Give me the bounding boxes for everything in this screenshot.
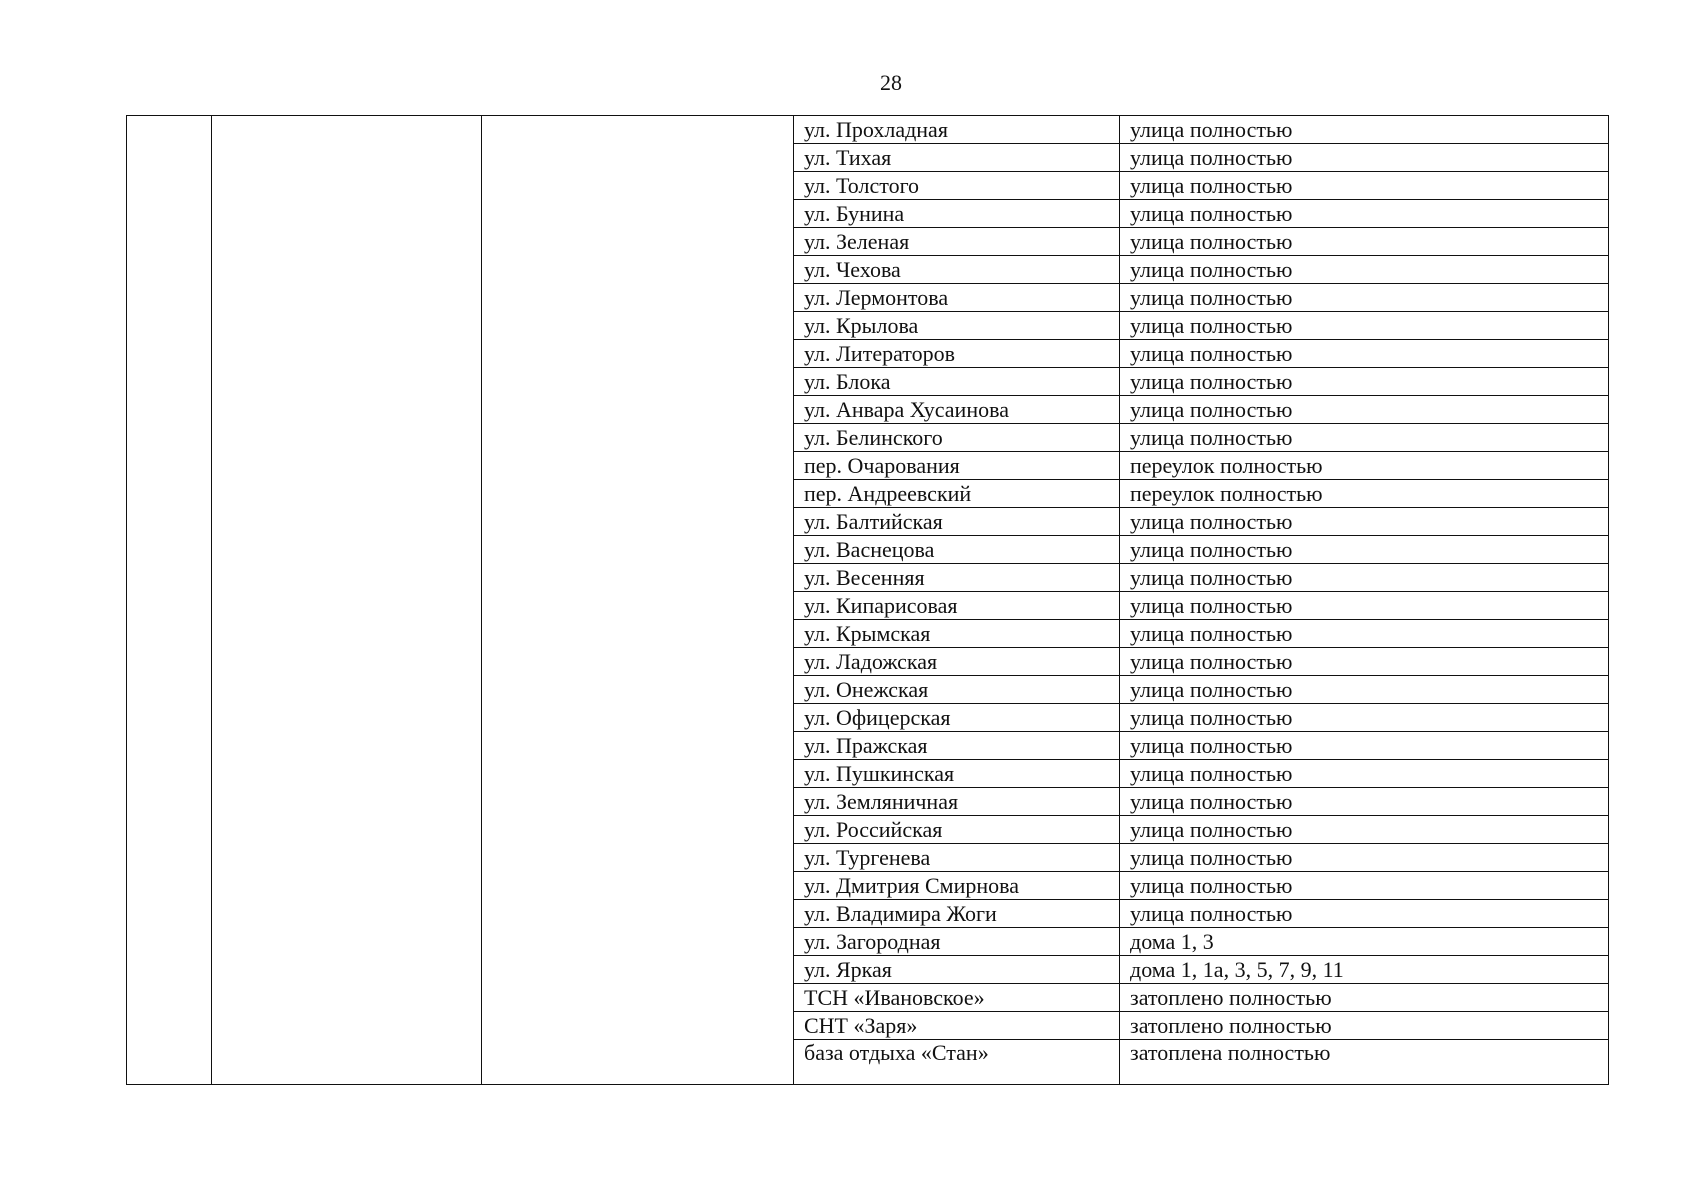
number-column-cell: [127, 116, 212, 1085]
street-name-cell: ул. Крылова: [794, 312, 1120, 340]
flood-extent-cell: улица полностью: [1120, 592, 1609, 620]
street-name-cell: база отдыха «Стан»: [794, 1040, 1120, 1085]
street-name-cell: ул. Онежская: [794, 676, 1120, 704]
street-name-cell: ул. Литераторов: [794, 340, 1120, 368]
flood-extent-cell: улица полностью: [1120, 116, 1609, 144]
street-name-cell: СНТ «Заря»: [794, 1012, 1120, 1040]
flood-extent-cell: улица полностью: [1120, 648, 1609, 676]
flood-extent-cell: улица полностью: [1120, 424, 1609, 452]
street-name-cell: ТСН «Ивановское»: [794, 984, 1120, 1012]
street-name-cell: ул. Белинского: [794, 424, 1120, 452]
street-name-cell: ул. Крымская: [794, 620, 1120, 648]
street-name-cell: ул. Анвара Хусаинова: [794, 396, 1120, 424]
flooded-streets-table: [126, 115, 1609, 1085]
flood-extent-cell: улица полностью: [1120, 312, 1609, 340]
flood-extent-cell: затоплена полностью: [1120, 1040, 1609, 1085]
flood-extent-cell: улица полностью: [1120, 872, 1609, 900]
flood-extent-cell: улица полностью: [1120, 144, 1609, 172]
street-name-cell: ул. Владимира Жоги: [794, 900, 1120, 928]
flood-extent-cell: дома 1, 3: [1120, 928, 1609, 956]
street-name-cell: ул. Весенняя: [794, 564, 1120, 592]
flood-extent-cell: улица полностью: [1120, 340, 1609, 368]
flood-extent-cell: улица полностью: [1120, 620, 1609, 648]
flood-extent-cell: улица полностью: [1120, 900, 1609, 928]
flood-extent-cell: улица полностью: [1120, 284, 1609, 312]
street-name-cell: ул. Чехова: [794, 256, 1120, 284]
flood-extent-cell: затоплено полностью: [1120, 1012, 1609, 1040]
street-name-cell: пер. Андреевский: [794, 480, 1120, 508]
flood-extent-cell: улица полностью: [1120, 228, 1609, 256]
flood-extent-cell: улица полностью: [1120, 256, 1609, 284]
street-name-cell: ул. Блока: [794, 368, 1120, 396]
flood-extent-cell: затоплено полностью: [1120, 984, 1609, 1012]
flood-extent-cell: улица полностью: [1120, 788, 1609, 816]
flood-extent-cell: улица полностью: [1120, 200, 1609, 228]
flood-extent-cell: улица полностью: [1120, 368, 1609, 396]
street-name-cell: ул. Васнецова: [794, 536, 1120, 564]
settlement-column-cell: [482, 116, 794, 1085]
street-name-cell: ул. Балтийская: [794, 508, 1120, 536]
street-name-cell: ул. Офицерская: [794, 704, 1120, 732]
flood-extent-cell: переулок полностью: [1120, 480, 1609, 508]
flood-extent-cell: улица полностью: [1120, 732, 1609, 760]
street-name-cell: ул. Пражская: [794, 732, 1120, 760]
flood-extent-cell: улица полностью: [1120, 564, 1609, 592]
street-name-cell: ул. Бунина: [794, 200, 1120, 228]
street-name-cell: ул. Ладожская: [794, 648, 1120, 676]
street-name-cell: ул. Земляничная: [794, 788, 1120, 816]
street-name-cell: ул. Тургенева: [794, 844, 1120, 872]
region-column-cell: [212, 116, 482, 1085]
flood-extent-cell: улица полностью: [1120, 760, 1609, 788]
flood-extent-cell: улица полностью: [1120, 704, 1609, 732]
flood-extent-cell: переулок полностью: [1120, 452, 1609, 480]
street-name-cell: ул. Зеленая: [794, 228, 1120, 256]
street-name-cell: ул. Тихая: [794, 144, 1120, 172]
table-body: [127, 116, 1609, 1085]
street-name-cell: пер. Очарования: [794, 452, 1120, 480]
street-name-cell: ул. Российская: [794, 816, 1120, 844]
flood-extent-cell: улица полностью: [1120, 816, 1609, 844]
flood-extent-cell: улица полностью: [1120, 536, 1609, 564]
street-name-cell: ул. Толстого: [794, 172, 1120, 200]
table-row: [127, 116, 1609, 144]
street-name-cell: ул. Прохладная: [794, 116, 1120, 144]
street-name-cell: ул. Дмитрия Смирнова: [794, 872, 1120, 900]
flood-extent-cell: улица полностью: [1120, 508, 1609, 536]
flood-extent-cell: улица полностью: [1120, 844, 1609, 872]
flood-extent-cell: улица полностью: [1120, 172, 1609, 200]
street-name-cell: ул. Загородная: [794, 928, 1120, 956]
street-name-cell: ул. Лермонтова: [794, 284, 1120, 312]
street-name-cell: ул. Пушкинская: [794, 760, 1120, 788]
street-name-cell: ул. Яркая: [794, 956, 1120, 984]
page-number: 28: [880, 70, 902, 95]
street-name-cell: ул. Кипарисовая: [794, 592, 1120, 620]
flood-extent-cell: улица полностью: [1120, 676, 1609, 704]
flood-extent-cell: улица полностью: [1120, 396, 1609, 424]
flood-extent-cell: дома 1, 1а, 3, 5, 7, 9, 11: [1120, 956, 1609, 984]
